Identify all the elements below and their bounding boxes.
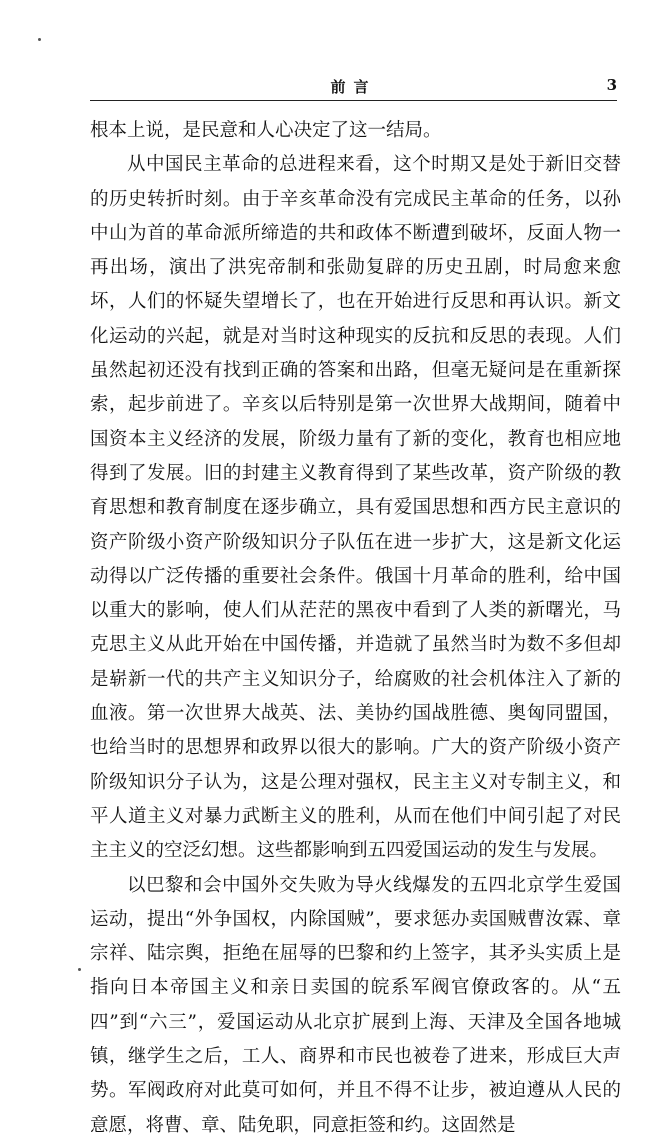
header-title: 前言 [330,78,377,96]
body-text [90,114,621,1143]
paragraph: 根本上说，是民意和人心决定了这一结局。 [90,120,442,141]
scan-speck [38,38,41,41]
page-number: 3 [606,76,617,94]
paragraph: 以巴黎和会中国外交失败为导火线爆发的五四北京学生爱国运动，提出“外争国权，内除国贼”，要求惩办卖国贼曹汝霖、章宗祥、陆宗舆，拒绝在屈辱的巴黎和约上签字，其矛头实质上是指向日本帝国主义和亲日卖国的皖系军阀官僚政客的。从“五四”到“六三”，爱国运动从北京扩展到上海、天津及全国各地城镇，继学生之后，工人、商界和市民也被卷了进来，形成巨大声势。军阀政府对此莫可如何，并且不得不让步，被迫遵从人民的意愿，将曹、章、陆免职，同意拒签和约。这固然是 [90,874,621,1136]
paragraph: 从中国民主革命的总进程来看，这个时期又是处于新旧交替的历史转折时刻。由于辛亥革命没有完成民主革命的任务，以孙中山为首的革命派所缔造的共和政体不断遭到破坏，反面人物一再出场，演出了洪宪帝制和张勋复辟的历史丑剧，时局愈来愈坏，人们的怀疑失望增长了，也在开始进行反思和再认识。新文化运动的兴起，就是对当时这种现实的反抗和反思的表现。人们虽然起初还没有找到正确的答案和出路，但毫无疑问是在重新探索，起步前进了。辛亥以后特别是第一次世界大战期间，随着中国资本主义经济的发展，阶级力量有了新的变化，教育也相应地得到了发展。旧的封建主义教育得到了某些改革，资产阶级的教育思想和教育制度在逐步确立，具有爱国思想和西方民主意识的资产阶级小资产阶级知识分子队伍在进一步扩大，这是新文化运动得以广泛传播的重要社会条件。俄国十月革命的胜利，给中国以重大的影响，使人们从茫茫的黑夜中看到了人类的新曙光，马克思主义从此开始在中国传播，并造就了虽然当时为数不多但却是崭新一代的共产主义知识分子，给腐败的社会机体注入了新的血液。第一次世界大战英、法、美协约国战胜德、奥匈同盟国，也给当时的思想界和政界以很大的影响。广大的资产阶级小资产阶级知识分子认为，这是公理对强权，民主主义对专制主义，和平人道主义对暴力武断主义的胜利，从而在他们中间引起了对民主主义的空泛幻想。这些都影响到五四爱国运动的发生与发展。 [90,154,621,862]
header-rule [90,100,617,101]
running-header [90,76,617,100]
scan-speck [78,968,81,971]
